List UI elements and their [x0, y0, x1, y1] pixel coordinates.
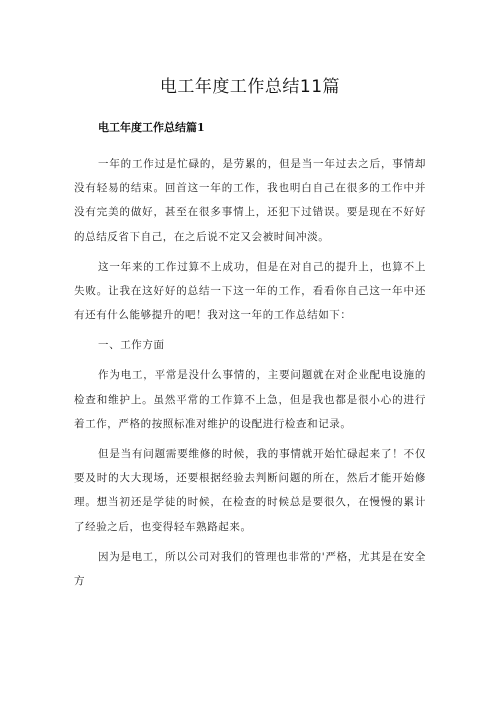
paragraph-5: 因为是电工，所以公司对我们的管理也非常的'严格，尤其是在安全方: [74, 550, 426, 588]
paragraph-2: 这一年来的工作过算不上成功，但是在对自己的提升上，也算不上失败。让我在这好好的总结一下这一年的工作，看看你自己这一年中还有还有什么能够提升的吧！我对这一年的工作总结如下：: [74, 260, 426, 322]
document-title: 电工年度工作总结11篇: [159, 77, 341, 97]
paragraph-3: 作为电工，平常是没什么事情的，主要问题就在对企业配电设施的检查和维护上。虽然平常的工作算不上急，但是我也都是很小心的进行着工作，严格的按照标准对维护的设配进行检查和记录。: [74, 369, 426, 430]
paragraph-1: 一年的工作过是忙碌的，是劳累的，但是当一年过去之后，事情却没有轻易的结束。回首这一年的工作，我也明白自己在很多的工作中并没有完美的做好，甚至在很多事情上，还犯下过错误。要是现在不好好的总结反省下自己，在之后说不定又会被时间冲淡。: [74, 158, 426, 243]
subheading-work: 一、工作方面: [98, 339, 165, 352]
section-title: 电工年度工作总结篇1: [98, 121, 205, 134]
paragraph-4: 但是当有问题需要维修的时候，我的事情就开始忙碌起来了！不仅要及时的大大现场，还要根据经验去判断问题的所在，然后才能开始修理。想当初还是学徒的时候，在检查的时候总是要很久，在慢慢的累计了经验之后，也变得轻车熟路起来。: [74, 448, 426, 533]
